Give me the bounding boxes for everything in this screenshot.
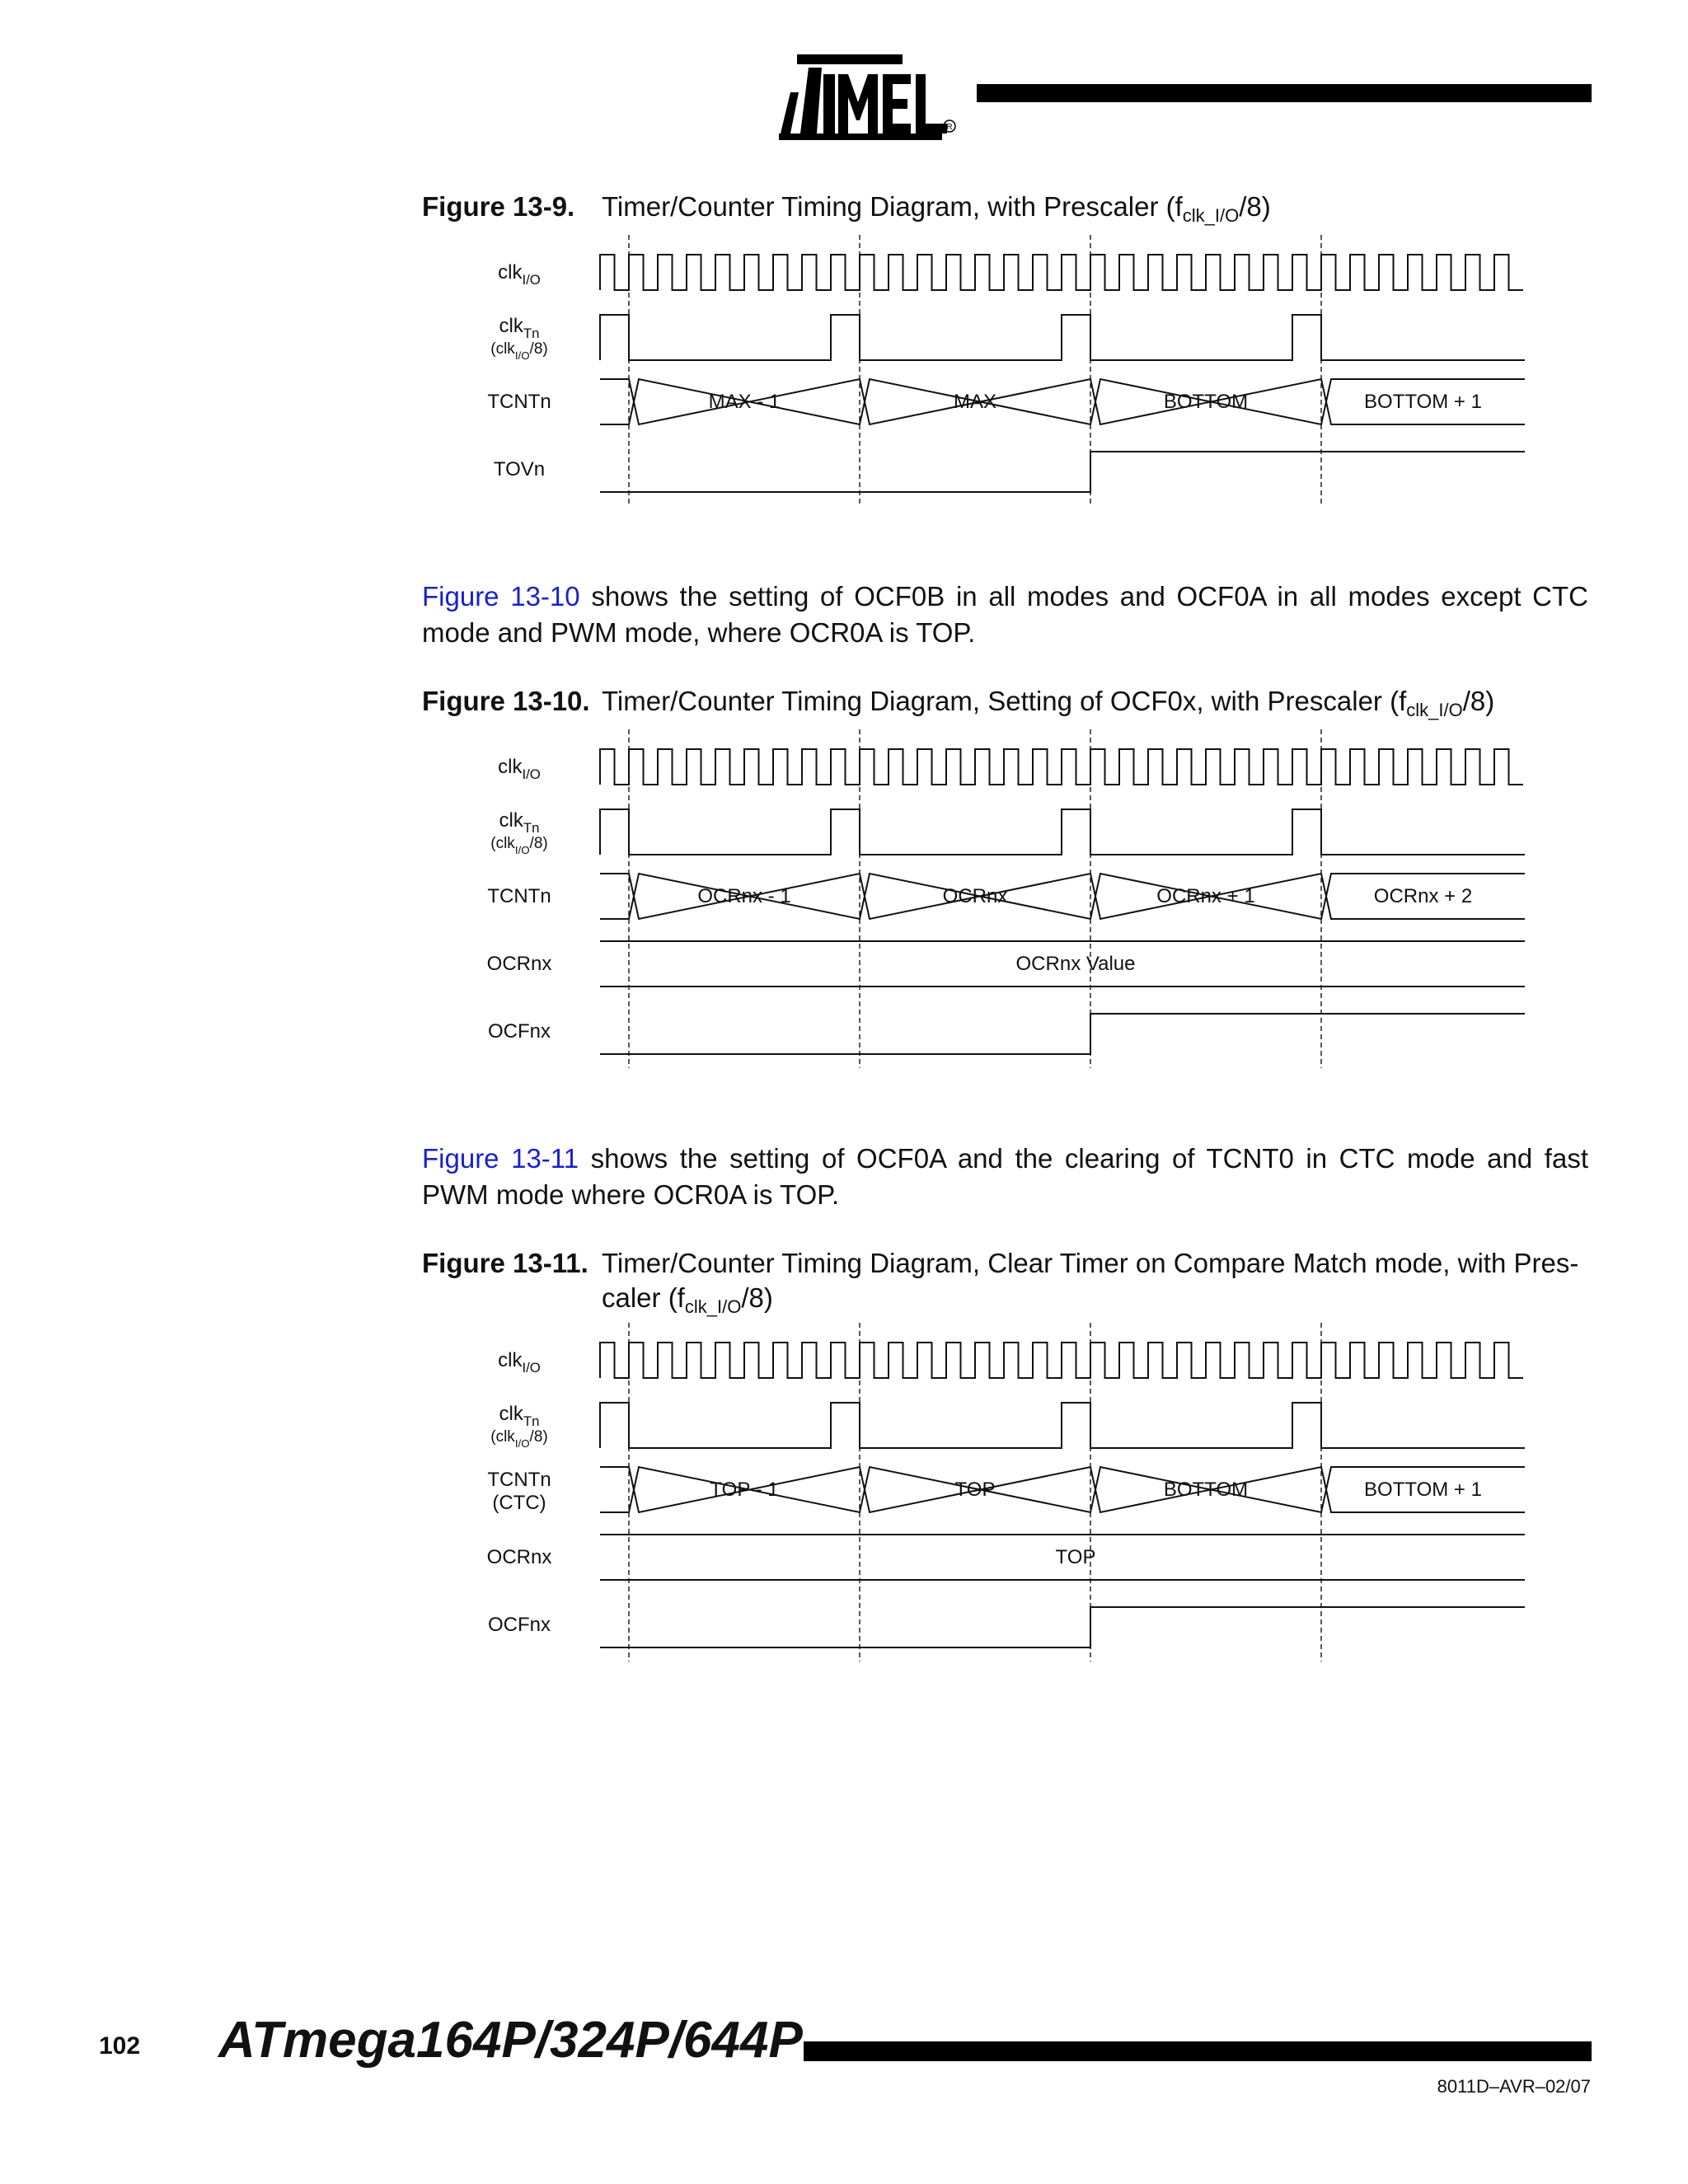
clk-tn-label: clk$_{Tn}$ — [499, 1403, 540, 1429]
clk-tn-note: (clk$_{I/O}$/8) — [490, 835, 548, 856]
tcnt-value-2: OCRnx — [942, 885, 1008, 907]
figure-13-11-link[interactable]: Figure 13-11 — [422, 1143, 579, 1174]
tcnt-value-2: MAX — [953, 391, 997, 413]
figure-13-10-title: Figure 13-10. Timer/Counter Timing Diagram, Setting of OCF0x, with Prescaler $(f_{clk\_I/O}/8)$ — [422, 686, 1495, 720]
tcnt-value-4: BOTTOM + 1 — [1364, 1479, 1482, 1501]
figure-13-10-link[interactable]: Figure 13-10 — [422, 581, 580, 612]
figure-13-9-diagram — [0, 231, 1688, 560]
clk-tn-label: clk$_{Tn}$ — [499, 315, 540, 341]
clk-io-waveform — [600, 255, 1523, 290]
tcnt-value-4: BOTTOM + 1 — [1364, 391, 1482, 413]
tcnt-label-ctc: (CTC) — [492, 1492, 546, 1514]
figure-13-11-title: Figure 13-11. Timer/Counter Timing Diagram, Clear Timer on Compare Match mode, with Pres- caler $(f_{clk\_I/O}/8)$ — [422, 1248, 1579, 1317]
tcnt-value-3: OCRnx + 1 — [1156, 885, 1255, 907]
flag-label: OCFnx — [487, 1020, 551, 1043]
clk-io-waveform — [600, 1343, 1523, 1378]
atmel-logo — [779, 51, 956, 140]
tcnt-value-4: OCRnx + 2 — [1373, 885, 1473, 907]
svg-text:R: R — [946, 123, 953, 132]
document-id: 8011D–AVR–02/07 — [1437, 2076, 1591, 2097]
footer-title: ATmega164P/324P/644P — [218, 2012, 803, 2069]
ocr-label: OCRnx — [486, 953, 552, 975]
figure-13-10-diagram — [0, 725, 1688, 1121]
tcnt-value-2: TOP — [954, 1479, 996, 1501]
ocr-value: OCRnx Value — [1015, 953, 1136, 975]
clk-tn-waveform — [600, 1403, 1525, 1448]
figure-13-11-diagram — [0, 1319, 1688, 1714]
paragraph-2: Figure 13-11 shows the setting of OCF0A and the clearing of TCNT0 in CTC mode and fast PWM mode where OCR0A is TOP. — [422, 1143, 1588, 1210]
clk-io-waveform — [600, 749, 1523, 785]
clk-tn-note: (clk$_{I/O}$/8) — [490, 340, 548, 362]
clk-tn-waveform — [600, 809, 1525, 855]
tcnt-label: TCNTn — [487, 1469, 551, 1491]
clk-io-label: clk$_{I/O}$ — [498, 1349, 541, 1376]
tcnt-value-3: BOTTOM — [1163, 1479, 1249, 1501]
tcnt-value-3: BOTTOM — [1163, 391, 1249, 413]
figure-13-9-title: Figure 13-9. Timer/Counter Timing Diagram, with Prescaler $(f_{clk\_I/O}/8)$ — [422, 191, 1271, 226]
ocr-label: OCRnx — [486, 1546, 552, 1568]
tcnt-value-1: MAX - 1 — [708, 391, 781, 413]
page-number: 102 — [99, 2032, 141, 2060]
paragraph-1: Figure 13-10 shows the setting of OCF0B in all modes and OCF0A in all modes except CTC mode and PWM mode, where OCR0A is TOP. — [422, 581, 1589, 648]
flag-waveform — [600, 1607, 1525, 1647]
clk-tn-note: (clk$_{I/O}$/8) — [490, 1428, 548, 1450]
flag-label: TOVn — [493, 458, 546, 480]
clk-tn-label: clk$_{Tn}$ — [499, 809, 540, 836]
ocr-value: TOP — [1055, 1546, 1096, 1568]
header-rule — [977, 84, 1592, 102]
footer-rule — [804, 2041, 1592, 2061]
flag-label: OCFnx — [487, 1614, 551, 1636]
tcnt-value-1: OCRnx - 1 — [697, 885, 791, 907]
tcnt-value-1: TOP - 1 — [710, 1479, 779, 1501]
flag-waveform — [600, 1014, 1525, 1054]
clk-io-label: clk$_{I/O}$ — [498, 756, 541, 782]
clk-io-label: clk$_{I/O}$ — [498, 261, 541, 288]
clk-tn-waveform — [600, 315, 1525, 360]
tcnt-label: TCNTn — [487, 391, 551, 413]
tcnt-label: TCNTn — [487, 885, 551, 907]
flag-waveform — [600, 452, 1525, 492]
